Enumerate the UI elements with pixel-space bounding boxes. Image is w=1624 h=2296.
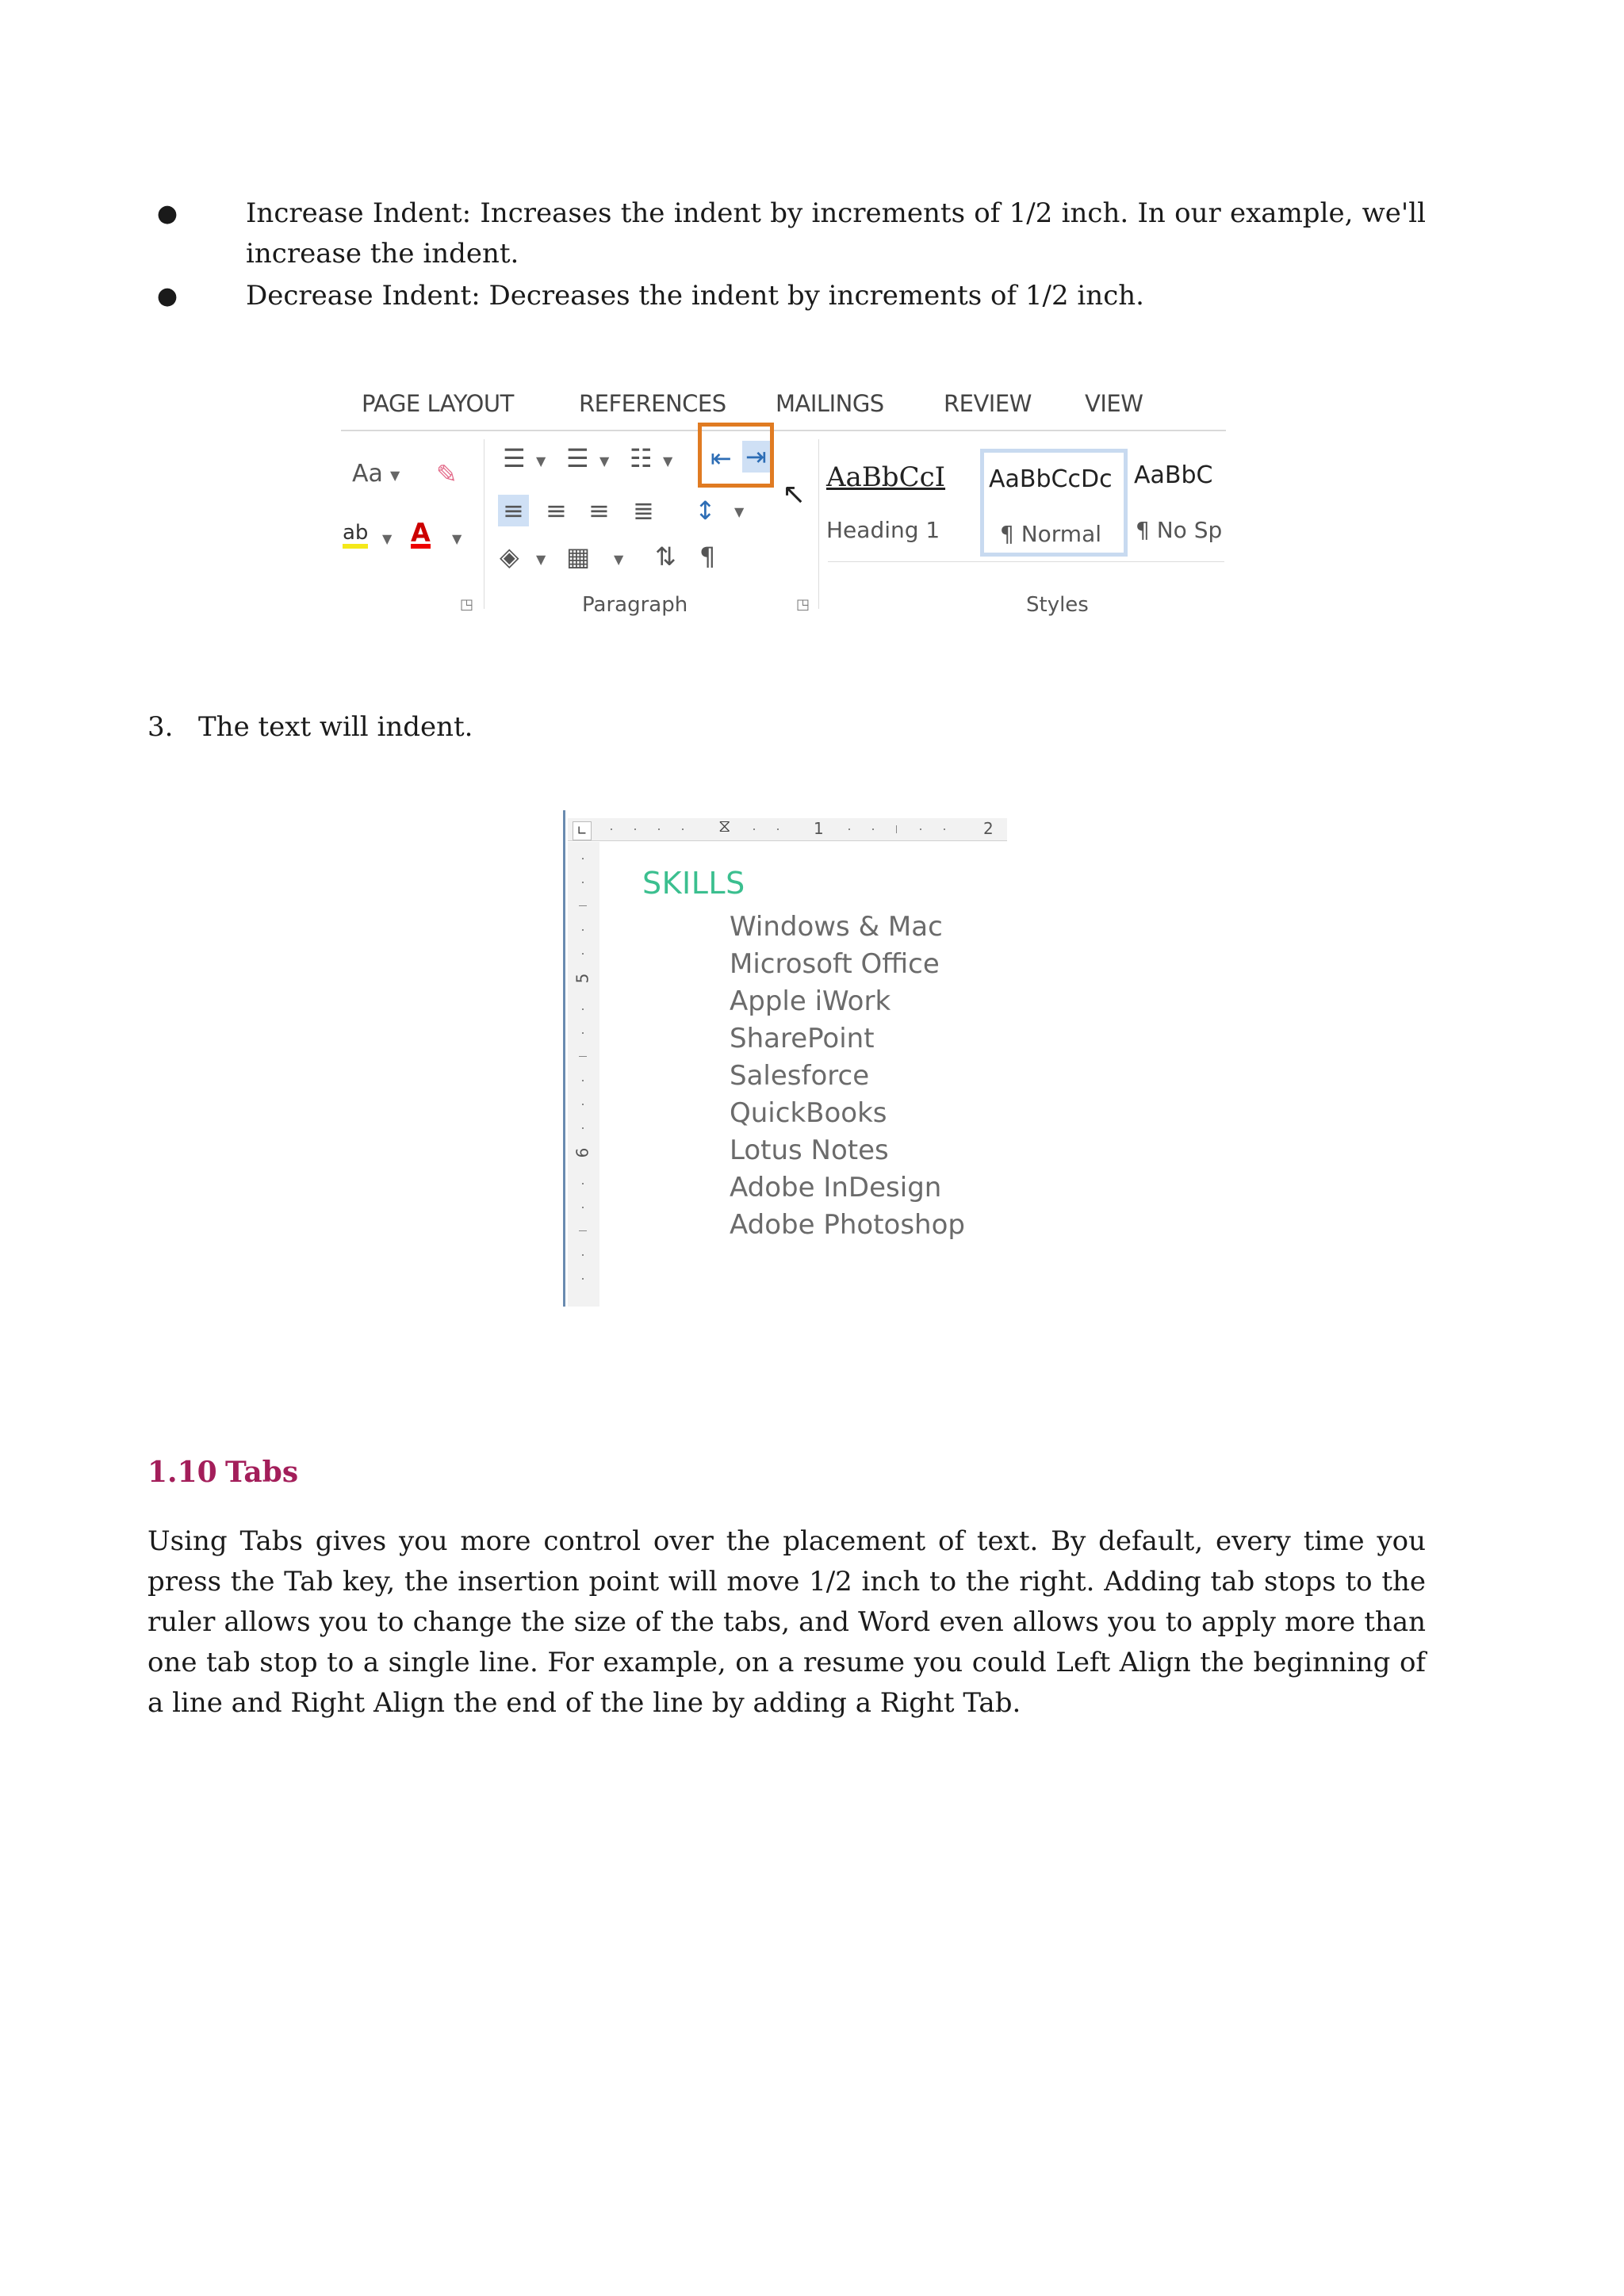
center-icon[interactable]: ≡ [546,496,567,526]
numbering-icon[interactable]: ☰ [566,443,589,473]
ruler-mark: 6 [573,1147,592,1158]
cursor-icon: ↖ [782,478,806,511]
multilevel-list-icon[interactable]: ☷ [630,443,653,473]
list-item: Salesforce [730,1060,870,1092]
list-item: Windows & Mac [730,911,943,943]
line-spacing-icon[interactable]: ↕ [695,496,716,526]
bullet-icon: ● [156,282,178,310]
style-heading-1[interactable]: AaBbCcI Heading 1 [826,461,946,543]
indent-result-screenshot [563,810,1007,1307]
tab-references[interactable]: REFERENCES [579,390,726,417]
section-heading: 1.10 Tabs [147,1456,299,1489]
list-item: Microsoft Office [730,948,940,980]
shading-icon[interactable]: ◈ [500,541,519,572]
chevron-down-icon[interactable]: ▼ [599,453,610,469]
list-item: Apple iWork [730,985,891,1017]
vertical-ruler [568,842,599,1307]
highlight-box [698,423,774,488]
style-normal[interactable]: AaBbCcDc ¶ Normal [980,449,1128,557]
sort-icon[interactable]: ⇅ [655,541,676,572]
clear-formatting-icon[interactable]: ✎ [436,459,458,489]
align-left-icon[interactable]: ≡ [498,495,529,526]
dialog-launcher-icon[interactable]: ◳ [460,596,474,613]
list-item: ● Increase Indent: Increases the indent by increments of 1/2 inch. In our example, we'll increase the indent. [246,193,1426,274]
chevron-down-icon[interactable]: ▼ [734,504,745,519]
show-formatting-icon[interactable]: ¶ [699,541,716,572]
chevron-down-icon[interactable]: ▼ [382,531,393,546]
indent-marker-icon[interactable]: ⧖ [718,817,731,836]
tab-review[interactable]: REVIEW [944,390,1032,417]
chevron-down-icon[interactable]: ▼ [614,552,624,567]
borders-icon[interactable]: ▦ [566,541,591,572]
font-color-icon[interactable]: A [411,518,431,548]
list-item: ● Decrease Indent: Decreases the indent by increments of 1/2 inch. [246,276,1426,316]
tab-view[interactable]: VIEW [1085,390,1143,417]
chevron-down-icon[interactable]: ▼ [536,552,546,567]
ribbon-tabs [341,385,1226,431]
chevron-down-icon[interactable]: ▼ [390,468,400,483]
align-right-icon[interactable]: ≡ [588,496,610,526]
decrease-indent-icon[interactable]: ⇤ [710,443,732,473]
bullet-icon: ● [156,200,178,228]
horizontal-ruler[interactable] [568,818,1007,841]
change-case-icon[interactable]: Aa [352,460,383,488]
skills-heading: SKILLS [642,866,745,901]
tab-divider [341,430,1226,431]
highlight-icon[interactable]: ab [343,522,368,549]
style-no-spacing[interactable]: AaBbC ¶ No Sp [1134,461,1223,543]
bullet-list [147,193,1426,318]
list-item: QuickBooks [730,1097,887,1129]
ruler-mark: 1 [814,819,824,838]
list-item: SharePoint [730,1023,875,1054]
bullets-icon[interactable]: ☰ [503,443,526,473]
group-divider [818,439,819,609]
tab-selector-icon[interactable]: ∟ [573,821,592,840]
numbered-step: 3. The text will indent. [147,711,473,743]
tab-page-layout[interactable]: PAGE LAYOUT [362,390,514,417]
list-item: Adobe InDesign [730,1172,942,1203]
ruler-mark: 5 [573,973,592,984]
group-label-paragraph: Paragraph [582,593,688,617]
ribbon-screenshot [341,385,1226,623]
list-item: Adobe Photoshop [730,1209,965,1241]
skills-list [730,909,965,1244]
page-edge [563,810,565,1307]
body-paragraph: Using Tabs gives you more control over the placement of text. By default, every time you press the Tab key, the insertion point will move 1/2 inch to the right. Adding tab stops to the ruler allows you to change the size of the tabs, and Word even allows you to apply more than one tab stop to a single line. For example, on a resume you could Left Align the beginning of a line and Right Align the end of the line by adding a Right Tab. [147,1525,1426,1719]
group-divider [484,439,485,609]
list-item: Lotus Notes [730,1135,889,1166]
chevron-down-icon[interactable]: ▼ [452,531,462,546]
style-gallery-bottom [828,561,1224,562]
chevron-down-icon[interactable]: ▼ [663,453,673,469]
ruler-mark: 2 [983,819,994,838]
dialog-launcher-icon[interactable]: ◳ [796,596,810,613]
group-label-styles: Styles [1026,593,1089,617]
justify-icon[interactable]: ≣ [633,496,654,526]
increase-indent-icon[interactable]: ⇥ [742,441,770,473]
chevron-down-icon[interactable]: ▼ [536,453,546,469]
tab-mailings[interactable]: MAILINGS [776,390,884,417]
